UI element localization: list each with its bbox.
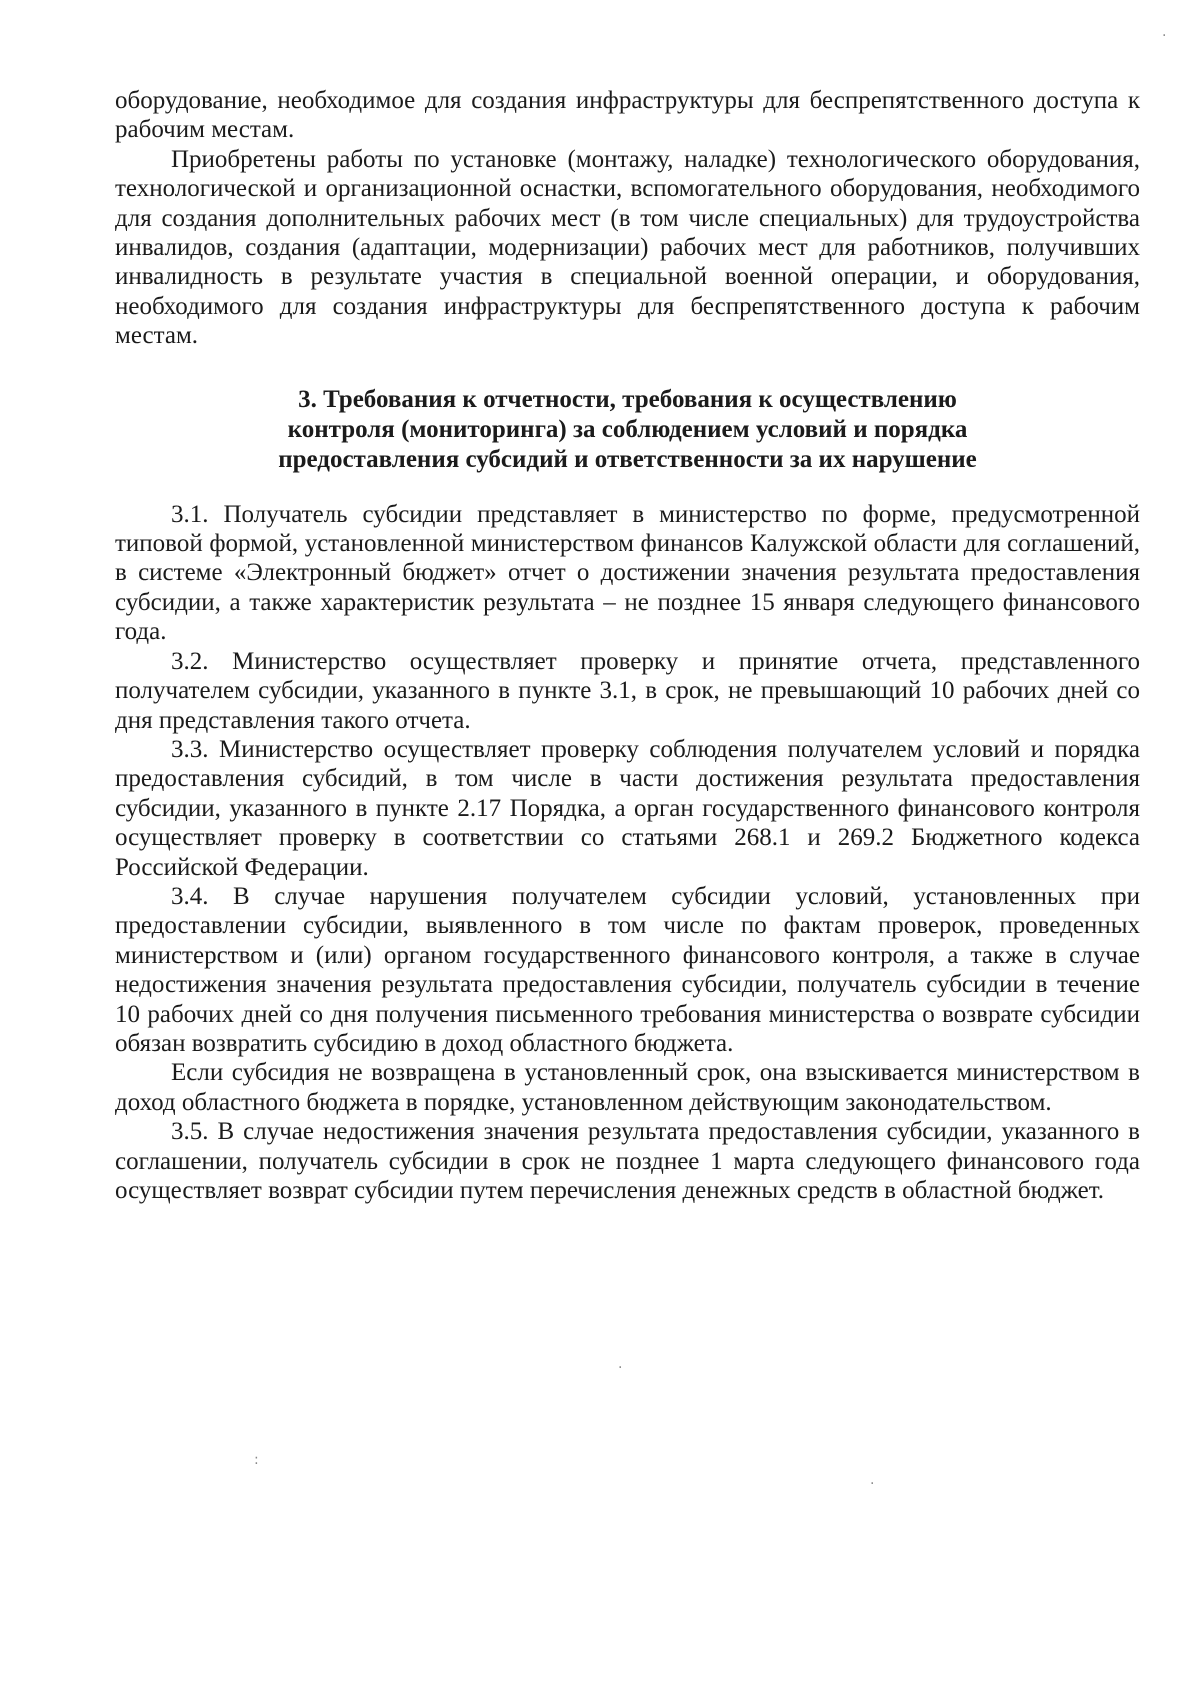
clause-3-2: 3.2. Министерство осуществляет проверку и принятие отчета, представленного получателем субсидии, указанного в пункте 3.1, в срок, не превышающий 10 рабочих дней со дня представления такого отчета. xyxy=(115,647,1140,734)
scan-speck: : xyxy=(254,1452,259,1468)
section-3-title xyxy=(115,385,1140,475)
section-3-body xyxy=(115,500,1140,1206)
clause-3-4: 3.4. В случае нарушения получателем субсидии условий, установленных при предоставлении субсидии, выявленного в том числе по фактам проверок, проведенных министерством и (или) органом государственного финансового контроля, а также в случае недостижения значения результата предоставления субсидии, получатель субсидии в течение 10 рабочих дней со дня получения письменного требования министерства о возврате субсидии обязан возвратить субсидию в доход областного бюджета. xyxy=(115,882,1140,1057)
scan-speck: · xyxy=(1162,28,1167,44)
clause-3-1: 3.1. Получатель субсидии представляет в министерство по форме, предусмотренной типовой формой, установленной министерством финансов Калужской области для соглашений, в системе «Электронный бюджет» отчет о достижении значения результата предоставления субсидии, а также характеристик результата – не позднее 15 января следующего финансового года. xyxy=(115,500,1140,646)
document-body xyxy=(115,86,1140,1205)
section-title-line: контроля (мониторинга) за соблюдением условий и порядка xyxy=(287,415,968,443)
paragraph-works-purchased: Приобретены работы по установке (монтажу, наладке) технологического оборудования, технологической и организационной оснастки, вспомогательного оборудования, необходимого для создания дополнительных рабочих мест (в том числе специальных) для трудоустройства инвалидов, создания (адаптации, модернизации) рабочих мест для работников, получивших инвалидность в результате участия в специальной военной операции, и оборудования, необходимого для создания инфраструктуры для беспрепятственного доступа к рабочим местам. xyxy=(115,145,1140,350)
clause-3-3: 3.3. Министерство осуществляет проверку соблюдения получателем условий и порядка предоставления субсидий, в том числе в части достижения результата предоставления субсидии, указанного в пункте 2.17 Порядка, а орган государственного финансового контроля осуществляет проверку в соответствии со статьями 268.1 и 269.2 Бюджетного кодекса Российской Федерации. xyxy=(115,735,1140,881)
section-title-line: 3. Требования к отчетности, требования к осуществлению xyxy=(298,385,957,413)
paragraph-continuation: оборудование, необходимое для создания инфраструктуры для беспрепятственного доступа к рабочим местам. xyxy=(115,87,1140,144)
clause-3-5: 3.5. В случае недостижения значения результата предоставления субсидии, указанного в соглашении, получатель субсидии в срок не позднее 1 марта следующего финансового года осуществляет возврат субсидии путем перечисления денежных средств в областной бюджет. xyxy=(115,1118,1140,1204)
clause-3-4-continuation: Если субсидия не возвращена в установленный срок, она взыскивается министерством в доход областного бюджета в порядке, установленном действующим законодательством. xyxy=(115,1059,1140,1116)
scan-speck: · xyxy=(870,1476,875,1492)
scan-speck: · xyxy=(618,1360,623,1376)
section-title-line: предоставления субсидий и ответственности за их нарушение xyxy=(278,445,977,473)
